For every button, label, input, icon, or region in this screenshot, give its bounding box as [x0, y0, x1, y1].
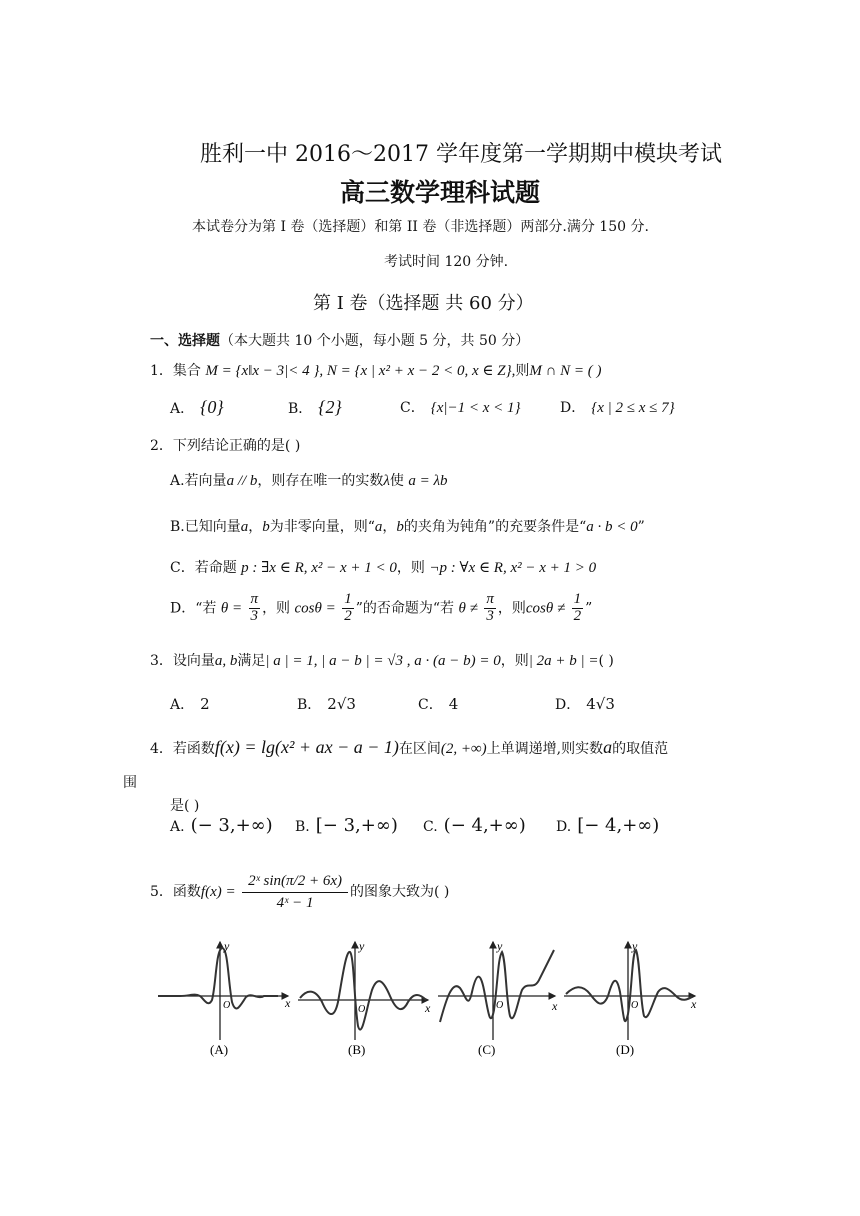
fraction-pi-over-3	[249, 592, 261, 625]
section-title: 第 I 卷（选择题 共 60 分）	[313, 293, 534, 314]
q2d-text-4: ，则	[497, 600, 526, 617]
question-4-stem	[150, 737, 668, 758]
option-label: C.	[423, 819, 438, 835]
option-label: A．	[170, 697, 195, 713]
q2-option-d	[170, 592, 592, 625]
school-exam-title: 胜利一中 2016～2017 学年度第一学期期中模块考试	[200, 142, 722, 167]
q2d-text-1: D．“若	[170, 600, 217, 617]
q2b-math-2: b	[262, 519, 270, 535]
graph-option-a	[158, 939, 291, 1057]
denominator: 3	[250, 607, 259, 624]
q3-option-b	[297, 694, 356, 714]
q1-stem-text-a: 集合	[172, 363, 201, 379]
q2-option-a	[170, 470, 447, 490]
q2c-math-2: ¬p : ∀x ∈ R, x² − x + 1 > 0	[429, 560, 597, 576]
numerator: 1	[344, 591, 352, 607]
q4-math-a: f(x) = lg(x² + ax − a − 1)	[214, 737, 399, 757]
q2b-math-1: a	[240, 519, 249, 535]
x-axis-label: x	[425, 1001, 431, 1015]
q2d-text-3: ”的否命题为“若	[355, 600, 455, 617]
option-text: [− 3,+∞)	[315, 815, 398, 836]
q3-stem-c: ，则	[500, 653, 529, 669]
option-text: 2	[200, 695, 210, 713]
option-text: 4√3	[586, 695, 615, 713]
q3-math-b: | a | = 1, | a − b | = √3 , a · (a − b) = 0	[265, 653, 501, 669]
denominator: 2	[573, 607, 582, 624]
q4-stem-c: 上单调递增,则实数	[486, 741, 604, 757]
x-axis-label: x	[552, 999, 558, 1013]
option-label: D．	[555, 697, 581, 713]
denominator: 3	[486, 607, 494, 624]
q2b-text-6: ”	[637, 519, 645, 535]
q5-math-a: f(x) =	[200, 883, 236, 900]
intro-line-2: 考试时间 120 分钟.	[384, 254, 509, 270]
q3-paren: ( )	[598, 653, 614, 669]
q3-math-a: a, b	[214, 653, 238, 669]
q2a-text-1: A.若向量	[170, 473, 227, 489]
option-label: B.	[295, 819, 310, 835]
question-number: 3．	[150, 653, 173, 669]
q4-stem-d: 的取值范	[612, 741, 669, 757]
q2a-text-2: ，则存在唯一的实数	[257, 473, 384, 489]
option-label: C．	[418, 697, 443, 713]
q3-option-d	[555, 694, 615, 714]
q2b-text-4: ，	[382, 519, 397, 535]
origin-label: O	[496, 1000, 504, 1011]
origin-label: O	[223, 1000, 231, 1011]
question-number: 2．	[150, 438, 173, 454]
intro-line-1: 本试卷分为第 I 卷（选择题）和第 II 卷（非选择题）两部分.满分 150 分.	[192, 219, 649, 235]
numerator: 2ˣ sin(π/2 + 6x)	[242, 872, 348, 893]
section-heading-note: （本大题共 10 个小题，每小题 5 分，共 50 分）	[220, 333, 530, 349]
option-text: {0}	[200, 397, 224, 417]
denominator: 2	[344, 607, 352, 624]
option-label: (B)	[348, 1042, 366, 1057]
q2d-math-3: θ ≠	[458, 600, 478, 617]
q4-stem-a: 若函数	[172, 741, 215, 757]
fraction-one-half	[572, 592, 584, 625]
q1-option-a	[170, 397, 224, 418]
q2c-text-1: C．若命题	[170, 560, 237, 576]
option-label: C．	[400, 400, 425, 416]
curve	[566, 950, 692, 1021]
option-text: {x|−1 < x < 1}	[430, 400, 521, 416]
option-label: D.	[556, 819, 572, 835]
fraction-one-half	[342, 592, 354, 625]
q4-option-a	[170, 815, 273, 836]
q2b-math-4: b	[396, 519, 404, 535]
q2b-math-5: a · b < 0	[586, 519, 638, 535]
q2a-math-3: a = λb	[408, 473, 448, 489]
q4-math-b: (2, +∞)	[440, 741, 487, 757]
numerator: π	[250, 591, 259, 607]
q3-stem-a: 设向量	[172, 653, 215, 669]
q4-math-c: a	[603, 737, 613, 757]
y-axis-label: y	[224, 939, 230, 953]
q2-option-b	[170, 516, 645, 536]
question-1-stem	[150, 360, 602, 380]
q4-option-d	[556, 815, 659, 836]
numerator: π	[486, 591, 494, 607]
q5-stem-b: 的图象大致为( )	[350, 883, 450, 900]
option-text: {x | 2 ≤ x ≤ 7}	[591, 400, 675, 416]
q5-graph-options	[150, 930, 710, 1065]
q1-stem-text-b: 则	[515, 363, 530, 379]
option-label: (C)	[478, 1042, 496, 1057]
option-text: {2}	[318, 397, 342, 417]
y-axis-label: y	[359, 939, 365, 953]
option-text: 4	[448, 695, 459, 713]
numerator: 1	[573, 591, 582, 607]
q1-ask: M ∩ N = ( )	[529, 363, 602, 379]
exam-title: 高三数学理科试题	[340, 178, 541, 207]
q2d-math-1: θ =	[220, 600, 243, 617]
q5-stem-a: 函数	[172, 883, 201, 900]
q1-option-b	[288, 397, 342, 418]
question-5-stem	[150, 872, 449, 912]
q4-option-c	[423, 815, 526, 836]
q3-option-a	[170, 694, 210, 714]
q3-math-c: | 2a + b | =	[528, 653, 599, 669]
q2-option-c	[170, 557, 596, 577]
q2b-text-1: B.已知向量	[170, 519, 241, 535]
q1-option-c	[400, 397, 521, 417]
q5-function-fraction	[242, 872, 348, 912]
question-number: 5．	[150, 883, 173, 900]
option-text: [− 4,+∞)	[577, 815, 660, 836]
question-3-stem	[150, 650, 614, 670]
graph-option-c	[438, 939, 558, 1057]
q2b-text-2: ，	[248, 519, 263, 535]
q4-stem-end: 是( )	[170, 798, 200, 814]
q2d-text-5: ”	[585, 600, 593, 617]
y-axis-label: y	[632, 939, 638, 953]
q2d-math-2: cosθ =	[294, 600, 336, 617]
q2d-text-2: ，则	[262, 600, 291, 617]
graph-option-b	[298, 939, 431, 1057]
graph-option-d	[564, 939, 697, 1057]
q2c-math-1: p : ∃x ∈ R, x² − x + 1 < 0	[241, 560, 397, 576]
option-text: (− 4,+∞)	[443, 815, 526, 836]
q2b-math-3: a	[374, 519, 383, 535]
q2b-text-3: 为非零向量，则“	[269, 519, 375, 535]
question-number: 1．	[150, 363, 173, 379]
option-label: (A)	[210, 1042, 229, 1057]
q2a-math-1: a // b	[226, 473, 258, 489]
q1-set-definitions: M = {x‖x − 3|< 4 }, N = {x | x² + x − 2 < 0, x ∈ Z},	[205, 363, 516, 379]
option-text: (− 3,+∞)	[190, 815, 273, 836]
option-label: (D)	[616, 1042, 635, 1057]
q2c-text-2: ，则	[396, 560, 425, 576]
curve	[300, 952, 426, 1030]
denominator: 4ˣ − 1	[276, 894, 314, 911]
q4-wrap-char: 围	[123, 775, 137, 791]
x-axis-label: x	[691, 997, 697, 1011]
origin-label: O	[358, 1004, 366, 1015]
q2a-text-3: 使	[389, 473, 404, 489]
option-label: B．	[297, 697, 322, 713]
curve	[440, 950, 554, 1022]
section-heading-bold: 一、选择题	[150, 333, 220, 349]
curve	[158, 948, 278, 1009]
y-axis-label: y	[497, 939, 503, 953]
fraction-pi-over-3	[484, 592, 496, 625]
q2d-math-4: cosθ ≠	[525, 600, 566, 617]
q2b-text-5: 的夹角为钝角”的充要条件是“	[403, 519, 587, 535]
option-text: 2√3	[327, 695, 356, 713]
option-label: B．	[288, 401, 313, 417]
question-2-stem	[150, 435, 300, 455]
option-label: D．	[560, 400, 586, 416]
option-label: A.	[170, 819, 185, 835]
x-axis-label: x	[285, 996, 291, 1010]
origin-label: O	[631, 1000, 639, 1011]
q2a-math-2: λ	[383, 473, 390, 489]
question-number: 4．	[150, 741, 173, 757]
section-heading	[150, 330, 529, 350]
q4-option-b	[295, 815, 398, 836]
option-label: A．	[170, 401, 195, 417]
q3-stem-b: 满足	[237, 653, 266, 669]
q4-stem-b: 在区间	[398, 741, 441, 757]
q1-option-d	[560, 397, 675, 417]
q3-option-c	[418, 694, 458, 714]
q2-stem-text: 下列结论正确的是( )	[172, 438, 301, 454]
